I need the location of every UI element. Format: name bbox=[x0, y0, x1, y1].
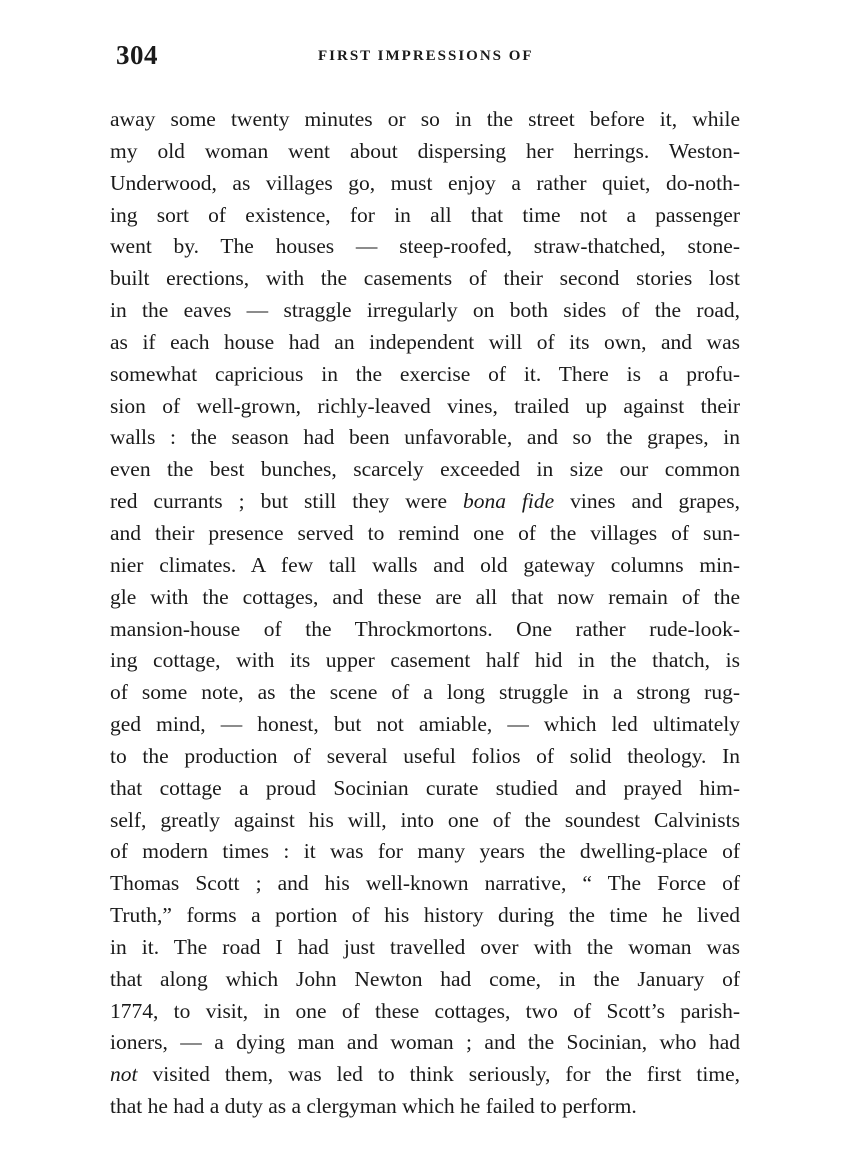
text-line bbox=[110, 1091, 740, 1123]
line-text: and their presence served to remind one of the villages of sun- bbox=[110, 520, 740, 545]
line-text: that along which John Newton had come, in the January of bbox=[110, 966, 740, 991]
line-text: vines and grapes, bbox=[554, 489, 740, 514]
line-text: somewhat capricious in the exercise of it. There is a profu- bbox=[110, 361, 740, 386]
line-text: as if each house had an independent will of its own, and was bbox=[110, 329, 740, 354]
line-text: self, greatly against his will, into one of the soundest Calvinists bbox=[110, 807, 740, 832]
text-line bbox=[110, 454, 740, 486]
text-line bbox=[110, 295, 740, 327]
text-line bbox=[110, 741, 740, 773]
line-text: ioners, — a dying man and woman ; and the Socinian, who had bbox=[110, 1030, 740, 1055]
line-text: sion of well-grown, richly-leaved vines, trailed up against their bbox=[110, 393, 740, 418]
text-line bbox=[110, 773, 740, 805]
line-text: my old woman went about dispersing her herrings. Weston- bbox=[110, 138, 740, 163]
text-line bbox=[110, 168, 740, 200]
line-text: Truth,” forms a portion of his history during the time he lived bbox=[110, 903, 740, 928]
line-text: that cottage a proud Socinian curate studied and prayed him- bbox=[110, 775, 740, 800]
text-line bbox=[110, 1059, 740, 1091]
line-text: walls : the season had been unfavorable, and so the grapes, in bbox=[110, 425, 740, 450]
text-line bbox=[110, 263, 740, 295]
text-line bbox=[110, 900, 740, 932]
text-line bbox=[110, 932, 740, 964]
page-number: 304 bbox=[116, 40, 158, 70]
line-text: nier climates. A few tall walls and old gateway columns min- bbox=[110, 552, 740, 577]
text-line bbox=[110, 231, 740, 263]
body-text bbox=[110, 104, 740, 1123]
text-line bbox=[110, 200, 740, 232]
italic-text: not bbox=[110, 1062, 138, 1087]
text-line bbox=[110, 868, 740, 900]
line-text: ing cottage, with its upper casement half hid in the thatch, is bbox=[110, 648, 740, 673]
italic-text: bona fide bbox=[462, 489, 555, 514]
line-text: of modern times : it was for many years the dwelling-place of bbox=[110, 839, 740, 864]
line-text: Underwood, as villages go, must enjoy a rather quiet, do-noth- bbox=[110, 170, 740, 195]
line-text: gle with the cottages, and these are all that now remain of the bbox=[110, 584, 740, 609]
line-text: in the eaves — straggle irregularly on both sides of the road, bbox=[110, 298, 740, 323]
text-line bbox=[110, 391, 740, 423]
running-title: FIRST IMPRESSIONS OF bbox=[318, 48, 534, 64]
line-text: away some twenty minutes or so in the street before it, while bbox=[110, 107, 740, 131]
line-text: to the production of several useful folios of solid theology. In bbox=[110, 743, 740, 768]
text-line bbox=[110, 518, 740, 550]
text-line bbox=[110, 486, 740, 518]
text-line bbox=[110, 614, 740, 646]
line-text: ged mind, — honest, but not amiable, — which led ultimately bbox=[110, 712, 740, 737]
line-text: visited them, was led to think seriously, for the first time, bbox=[137, 1062, 740, 1087]
text-line bbox=[110, 359, 740, 391]
running-head bbox=[110, 40, 740, 76]
line-text: that he had a duty as a clergyman which he failed to perform. bbox=[110, 1094, 637, 1119]
line-text: in it. The road I had just travelled over with the woman was bbox=[110, 934, 740, 959]
line-text: red currants ; but still they were bbox=[110, 489, 463, 514]
text-line bbox=[110, 709, 740, 741]
text-line bbox=[110, 836, 740, 868]
text-line bbox=[110, 645, 740, 677]
text-line bbox=[110, 104, 740, 136]
line-text: ing sort of existence, for in all that time not a passenger bbox=[110, 202, 740, 227]
text-line bbox=[110, 996, 740, 1028]
text-line bbox=[110, 964, 740, 996]
line-text: 1774, to visit, in one of these cottages, two of Scott’s parish- bbox=[110, 998, 740, 1023]
line-text: mansion-house of the Throckmortons. One rather rude-look- bbox=[110, 616, 740, 641]
line-text: built erections, with the casements of their second stories lost bbox=[110, 266, 740, 291]
line-text: went by. The houses — steep-roofed, straw-thatched, stone- bbox=[110, 234, 740, 259]
line-text: Thomas Scott ; and his well-known narrative, “ The Force of bbox=[110, 871, 740, 896]
text-line bbox=[110, 136, 740, 168]
line-text: of some note, as the scene of a long struggle in a strong rug- bbox=[110, 680, 740, 705]
text-line bbox=[110, 327, 740, 359]
text-line bbox=[110, 550, 740, 582]
text-line bbox=[110, 422, 740, 454]
text-line bbox=[110, 1027, 740, 1059]
text-line bbox=[110, 805, 740, 837]
line-text: even the best bunches, scarcely exceeded in size our common bbox=[110, 457, 740, 482]
text-line bbox=[110, 677, 740, 709]
text-line bbox=[110, 582, 740, 614]
